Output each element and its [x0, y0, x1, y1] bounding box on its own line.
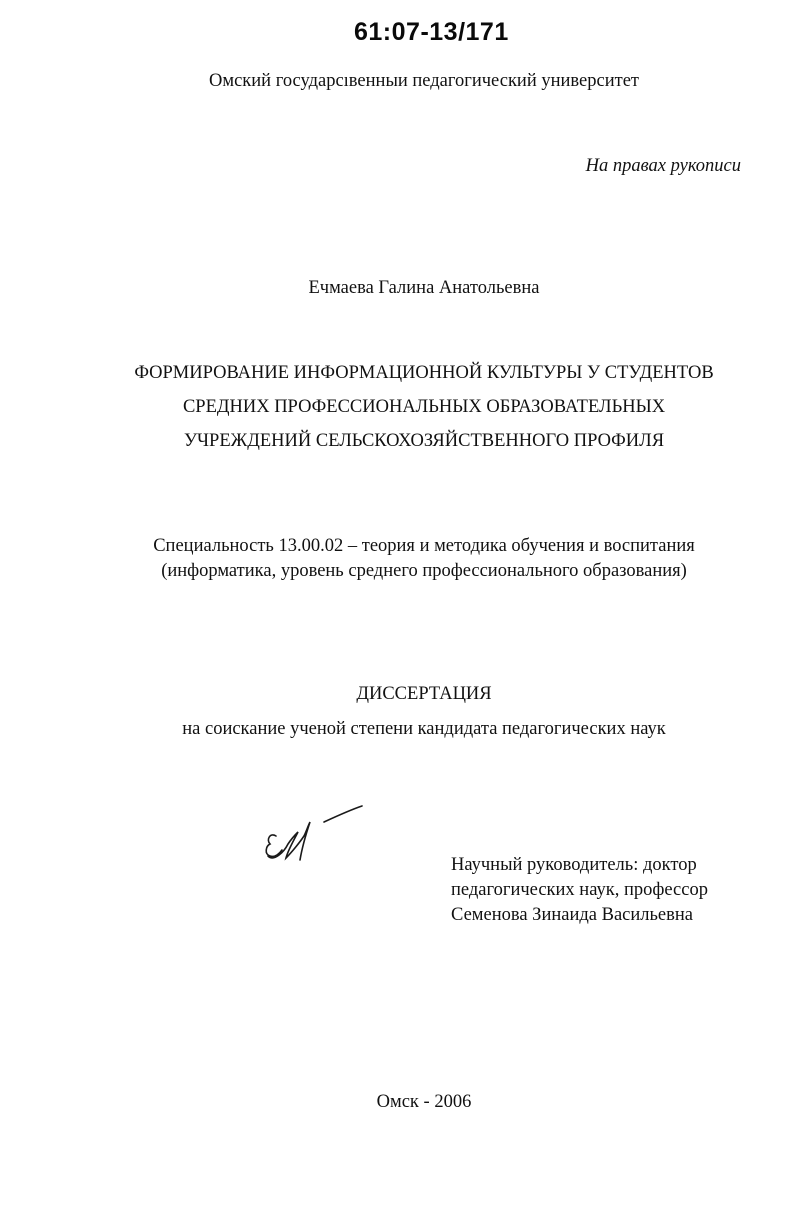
signature-stroke [268, 822, 310, 860]
dissertation-title [0, 356, 798, 458]
registry-code: 61:07-13/171 [354, 18, 509, 46]
specialty-line: Специальность 13.00.02 – теория и методика обучения и воспитания [153, 536, 695, 556]
signature-stroke [324, 806, 362, 822]
signature-stroke [266, 835, 282, 857]
title-line: ФОРМИРОВАНИЕ ИНФОРМАЦИОННОЙ КУЛЬТУРЫ У СТУДЕНТОВ [134, 363, 714, 383]
advisor-line: Семенова Зинаида Васильевна [451, 905, 693, 925]
specialty-line: (информатика, уровень среднего профессионального образования) [161, 561, 687, 581]
title-line: СРЕДНИХ ПРОФЕССИОНАЛЬНЫХ ОБРАЗОВАТЕЛЬНЫХ [182, 397, 666, 417]
document-type: ДИССЕРТАЦИЯ [356, 684, 492, 704]
manuscript-rights-note: На правах рукописи [585, 156, 741, 176]
city-year: Омск - 2006 [376, 1092, 472, 1112]
university-name: Омский государсıвенныи педагогический университет [209, 71, 639, 91]
author-name: Ечмаева Галина Анатольевна [308, 278, 540, 298]
advisor-line: Научный руководитель: доктор [451, 855, 697, 875]
handwritten-signature [262, 796, 372, 866]
scientific-advisor [451, 853, 708, 928]
advisor-line: педагогических наук, профессор [451, 880, 708, 900]
specialty [0, 534, 798, 584]
title-line: УЧРЕЖДЕНИЙ СЕЛЬСКОХОЗЯЙСТВЕННОГО ПРОФИЛЯ [183, 431, 665, 451]
degree-statement: на соискание ученой степени кандидата педагогических наук [182, 719, 666, 739]
